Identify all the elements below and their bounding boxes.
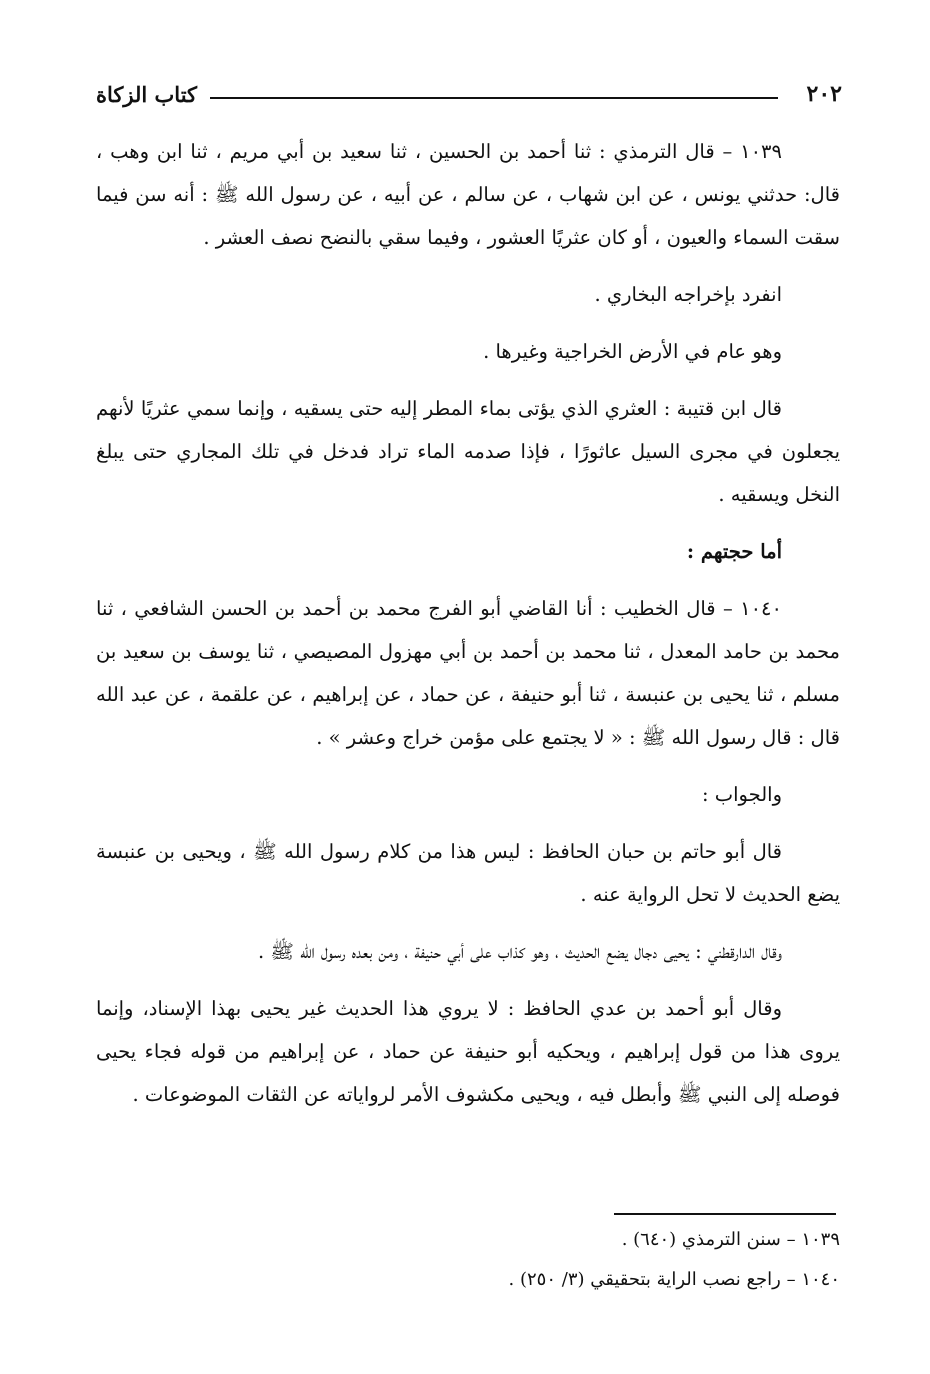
- book-title: كتاب الزكاة: [96, 82, 198, 107]
- ruling-paragraph: وهو عام في الأرض الخراجية وغيرها .: [483, 340, 782, 363]
- bukhari-note-paragraph: انفرد بإخراجه البخاري .: [594, 283, 782, 306]
- ibn-qutaybah-paragraph: قال ابن قتيبة : العثري الذي يؤتى بماء المطر إليه حتى يسقيه ، وإنما سمي عثريًا لأنهم يجعلون في مجرى السيل عاثورًا ، فإذا صدمه الماء تراد فدخل في تلك المجاري حتى يبلغ النخل ويسقيه .: [96, 397, 840, 506]
- footnote-1039: ١٠٣٩ – سنن الترمذي (٦٤٠) .: [621, 1229, 840, 1250]
- ibn-adi-paragraph: وقال أبو أحمد بن عدي الحافظ : لا يروي هذا الحديث غير يحيى بهذا الإسناد، وإنما يروى هذا من قول إبراهيم ، ويحكيه أبو حنيفة عن حماد ، عن إبراهيم من قوله فجاء يحيى فوصله إلى النبي ﷺ وأبطل فيه ، ويحيى مكشوف الأمر لرواياته عن الثقات الموضوعات .: [96, 997, 840, 1106]
- footnote-separator: [614, 1213, 836, 1215]
- main-text: [96, 130, 840, 1130]
- footnote-1040: ١٠٤٠ – راجع نصب الراية بتحقيقي (٣/ ٢٥٠) .: [508, 1269, 840, 1290]
- daraqutni-paragraph: وقال الدارقطني : يحيى دجال يضع الحديث ، وهو كذاب على أبي حنيفة ، ومن بعده رسول الله ﷺ .: [258, 940, 782, 963]
- hadith-1039-paragraph: ١٠٣٩ – قال الترمذي : ثنا أحمد بن الحسين ، ثنا سعيد بن أبي مريم ، ثنا ابن وهب ، قال: حدثني يونس ، عن ابن شهاب ، عن سالم ، عن أبيه ، عن رسول الله ﷺ : أنه سن فيما سقت السماء والعيون ، أو كان عثريًا العشور ، وفيما سقي بالنضح نصف العشر .: [96, 140, 840, 249]
- header-rule: [210, 97, 778, 99]
- answer-heading: والجواب :: [702, 783, 782, 806]
- section-heading-their-evidence: أما حجتهم :: [686, 540, 782, 563]
- footnotes: [96, 1220, 840, 1300]
- hadith-1040-paragraph: ١٠٤٠ – قال الخطيب : أنا القاضي أبو الفرج محمد بن أحمد بن الحسن الشافعي ، ثنا محمد بن حامد المعدل ، ثنا محمد بن أحمد بن أبي مهزول المصيصي ، ثنا يوسف بن سعيد بن مسلم ، ثنا يحيى بن عنبسة ، ثنا أبو حنيفة ، عن حماد ، عن إبراهيم ، عن علقمة ، عن عبد الله قال : قال رسول الله ﷺ : « لا يجتمع على مؤمن خراج وعشر » .: [96, 597, 840, 749]
- ibn-hibban-paragraph: قال أبو حاتم بن حبان الحافظ : ليس هذا من كلام رسول الله ﷺ ، ويحيى بن عنبسة يضع الحديث لا تحل الرواية عنه .: [96, 840, 840, 906]
- running-header: [96, 78, 842, 114]
- page-number: ٢٠٢: [806, 81, 842, 107]
